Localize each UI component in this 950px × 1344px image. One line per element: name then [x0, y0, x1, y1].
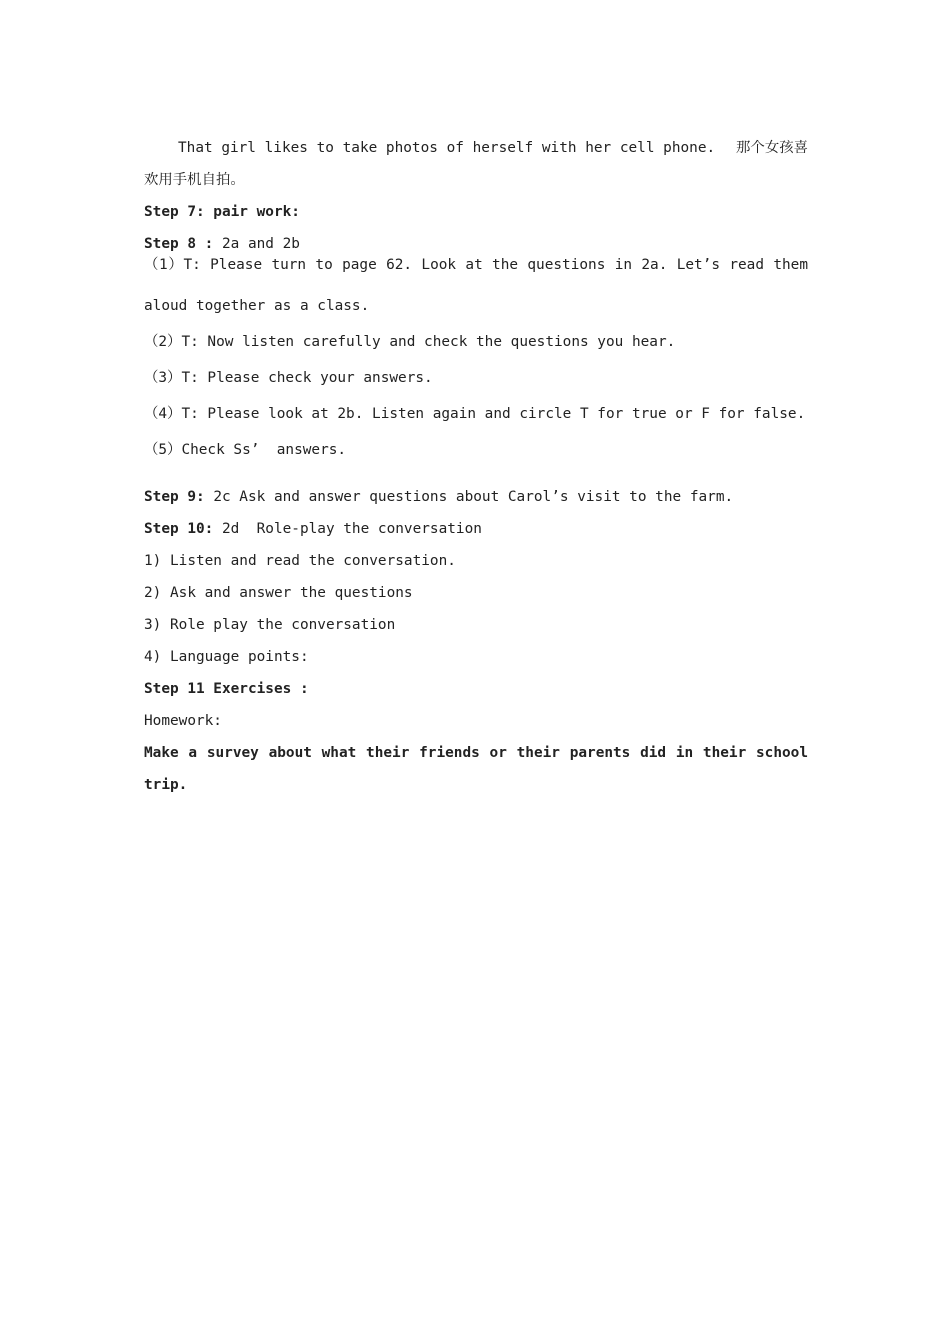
step-10-text: 2d Role-play the conversation: [213, 521, 482, 537]
step-8-item-1-cont: aloud together as a class.: [144, 298, 370, 314]
step-10-item-1: 1) Listen and read the conversation.: [144, 553, 456, 569]
step-10-item-2: 2) Ask and answer the questions: [144, 585, 413, 601]
step-9-text: 2c Ask and answer questions about Carol’s visit to the farm.: [204, 489, 734, 505]
homework-label: Homework:: [144, 713, 222, 729]
step-10-item-3: 3) Role play the conversation: [144, 617, 396, 633]
step-8-item-3: （3）T: Please check your answers.: [144, 370, 433, 386]
step-10-item-4: 4) Language points:: [144, 649, 309, 665]
example-chinese-start: 那个女孩喜: [736, 140, 808, 156]
step-10-line: [144, 518, 808, 540]
step-9-line: [144, 486, 808, 508]
step-9-heading: Step 9:: [144, 489, 205, 505]
step-8-item-1: （1）T: Please turn to page 62. Look at the questions in 2a. Let’s read them: [144, 257, 808, 273]
step-8-heading: Step 8 :: [144, 236, 214, 252]
example-english: That girl likes to take photos of herself with her cell phone.: [178, 140, 716, 156]
example-sentence-line: [178, 137, 808, 159]
step-8-item-2: （2）T: Now listen carefully and check the questions you hear.: [144, 334, 676, 350]
example-chinese-end: 欢用手机自拍。: [144, 172, 245, 188]
step-8-item-4: （4）T: Please look at 2b. Listen again and circle T for true or F for false.: [144, 406, 806, 422]
step-8-topic: 2a and 2b: [213, 236, 300, 252]
step-10-heading: Step 10:: [144, 521, 214, 537]
homework-text-cont: trip.: [144, 777, 188, 793]
step-8-line: [144, 233, 808, 255]
step-11-heading: Step 11 Exercises :: [144, 681, 309, 697]
homework-text: Make a survey about what their friends or their parents did in their school: [144, 745, 808, 761]
step-8-item-5: （5）Check Ss’ answers.: [144, 442, 347, 458]
step-7-heading: Step 7: pair work:: [144, 204, 300, 220]
